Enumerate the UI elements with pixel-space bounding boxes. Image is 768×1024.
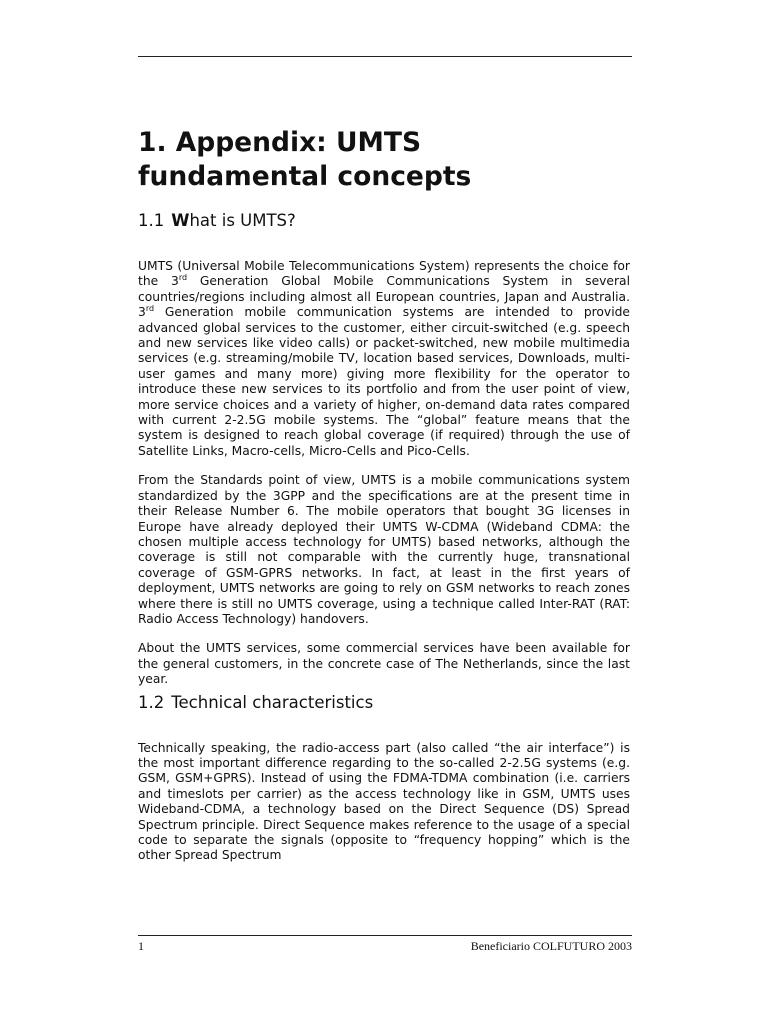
chapter-title	[138, 126, 630, 194]
paragraph-standards: From the Standards point of view, UMTS is a mobile communications system standardized by the 3GPP and the specifications are at the present time in their Release Number 6. The mobile operators that bought 3G licenses in Europe have already deployed their UMTS W-CDMA (Wideband CDMA: the chosen multiple access technology for UMTS) based networks, although the coverage is still not comparable with the currently huge, transnational coverage of GSM-GPRS networks. In fact, at least in the first years of deployment, UMTS networks are going to rely on GSM networks to reach zones where there is still no UMTS coverage, using a technique called Inter-RAT (RAT: Radio Access Technology) handovers.	[138, 473, 630, 626]
paragraph-technical: Technically speaking, the radio-access part (also called “the air interface”) is the most important difference regarding to the so-called 2-2.5G systems (e.g. GSM, GSM+GPRS). Instead of using the FDMA-TDMA combination (i.e. carriers and timeslots per carrier) as the access technology like in GSM, UMTS uses Wideband-CDMA, a technology based on the Direct Sequence (DS) Spread Spectrum principle. Direct Sequence makes reference to the usage of a special code to separate the signals (opposite to “frequency hopping” which is the other Spread Spectrum	[138, 740, 630, 863]
section-number: 1.2	[138, 692, 165, 712]
section-number: 1.1	[138, 211, 165, 230]
section-heading-text: Technical characteristics	[171, 692, 374, 712]
section-heading-technical	[138, 693, 630, 713]
page-number: 1	[138, 939, 144, 953]
section-heading-what-is-umts	[138, 211, 630, 231]
superscript: rd	[145, 304, 155, 314]
section-heading-text: hat is UMTS?	[189, 211, 296, 230]
section-heading-initial: W	[171, 211, 190, 230]
page-content	[138, 126, 630, 864]
chapter-title-line2: fundamental concepts	[138, 161, 472, 192]
paragraph-text: Generation Global Mobile Communications System in several countries/regions including almost all European countries, Japan and Australia. 3	[138, 274, 630, 320]
paragraph-text: Generation mobile communication systems are intended to provide advanced global services to the customer, either circuit-switched (e.g. speech and new services like video calls) or packet-switched, new mobile multimedia services (e.g. streaming/mobile TV, location based services, Downloads, multi-user games and many more) giving more flexibility for the operator to introduce these new services to its portfolio and from the user point of view, more service choices and a variety of higher, on-demand data rates compared with current 2-2.5G mobile systems. The “global” feature means that the system is designed to reach global coverage (if required) through the use of Satellite Links, Macro-cells, Micro-Cells and Pico-Cells.	[138, 305, 630, 458]
paragraph-text: UMTS (Universal Mobile Telecommunications System) represents the choice for the 3	[138, 259, 630, 289]
header-rule	[138, 56, 632, 57]
footer-beneficiary: Beneficiario COLFUTURO 2003	[470, 939, 632, 953]
superscript: rd	[178, 273, 188, 283]
paragraph-umts-definition	[138, 259, 630, 459]
footer-rule	[138, 935, 632, 936]
paragraph-services: About the UMTS services, some commercial services have been available for the general customers, in the concrete case of The Netherlands, since the last year.	[138, 641, 630, 687]
chapter-title-line1: 1. Appendix: UMTS	[138, 127, 422, 158]
